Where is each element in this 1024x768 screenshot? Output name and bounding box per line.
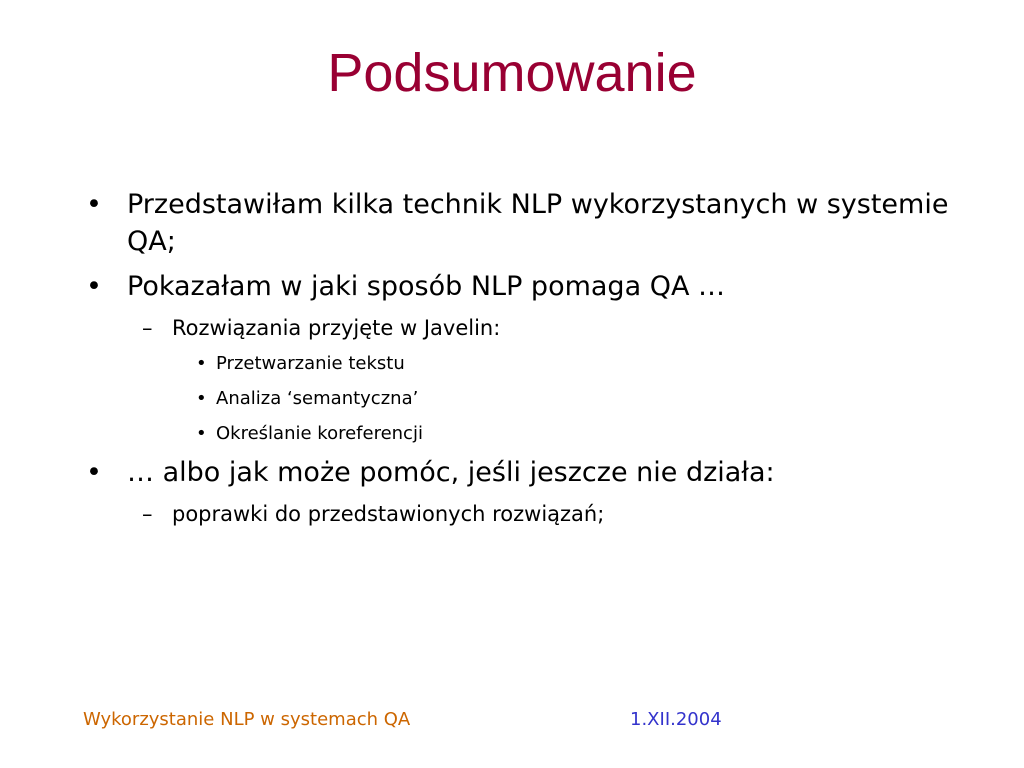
- bullet-marker: •: [86, 189, 102, 220]
- bullet-text: … albo jak może pomóc, jeśli jeszcze nie działa:: [127, 457, 775, 488]
- sub-sub-item-3: [86, 419, 986, 449]
- bullet-marker: •: [196, 353, 207, 374]
- sub-item-poprawki: [86, 499, 986, 529]
- bullet-marker: •: [196, 423, 207, 444]
- bullet-text: Pokazałam w jaki sposób NLP pomaga QA …: [127, 271, 726, 302]
- bullet-text: Przedstawiłam kilka technik NLP wykorzystanych w systemie QA;: [127, 189, 949, 257]
- sub-sub-item-text: Określanie koreferencji: [216, 423, 423, 444]
- dash-marker: –: [142, 316, 153, 340]
- footer-title: Wykorzystanie NLP w systemach QA: [83, 709, 411, 730]
- bullet-item-3: [86, 454, 986, 491]
- sub-item-text: Rozwiązania przyjęte w Javelin:: [172, 316, 501, 340]
- sub-item-text: poprawki do przedstawionych rozwiązań;: [172, 502, 605, 526]
- sub-sub-item-text: Przetwarzanie tekstu: [216, 353, 405, 374]
- bullet-marker: •: [86, 271, 102, 302]
- bullet-marker: •: [86, 457, 102, 488]
- dash-marker: –: [142, 502, 153, 526]
- sub-sub-item-2: [86, 384, 986, 414]
- bullet-item-2: [86, 268, 986, 305]
- footer-date: 1.XII.2004: [630, 709, 722, 730]
- slide-title: Podsumowanie: [327, 43, 697, 103]
- slide-content: [86, 186, 986, 535]
- sub-sub-item-1: [86, 349, 986, 379]
- sub-item-javelin: [86, 313, 986, 343]
- sub-sub-item-text: Analiza ‘semantyczna’: [216, 388, 419, 409]
- bullet-marker: •: [196, 388, 207, 409]
- bullet-item-1: [86, 186, 986, 260]
